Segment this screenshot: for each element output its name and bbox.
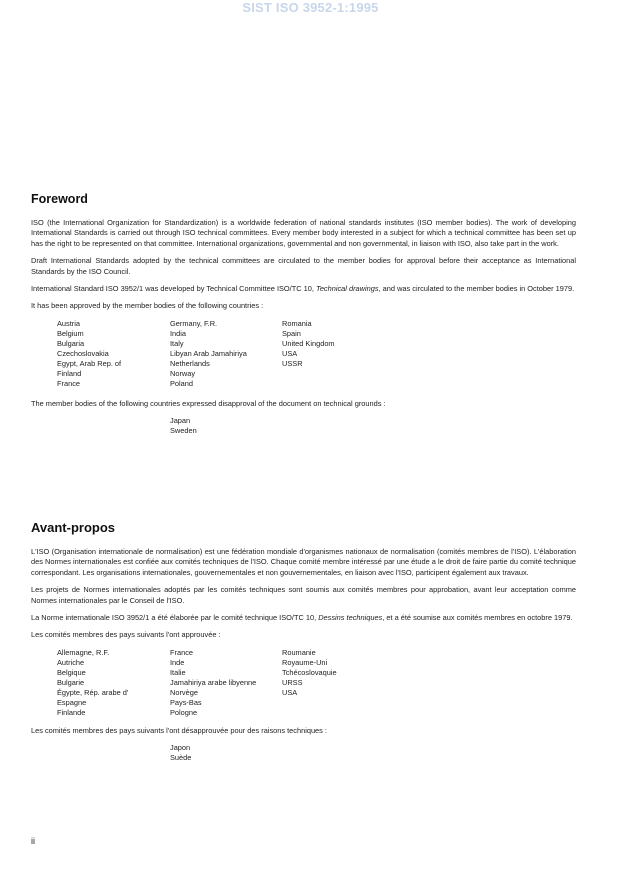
country-name: Japan (170, 416, 191, 426)
avant-propos-section (31, 520, 576, 763)
country-name: Finland (57, 369, 82, 379)
countries-column-3 (282, 319, 335, 369)
country-name: Royaume-Uni (282, 657, 328, 667)
country-name: USA (282, 349, 298, 359)
country-name: Bulgarie (57, 678, 85, 688)
country-name: Allemagne, R.F. (57, 647, 110, 657)
countries-column-3-fr (282, 648, 337, 698)
country-name: Égypte, Rép. arabe d' (57, 688, 129, 698)
avant-propos-paragraph-2: Les projets de Normes internationales adoptés par les comités techniques sont soumis aux comités membres pour approbation, avant leur acceptation comme Normes internationales par le Conseil de l'ISO. (31, 585, 576, 605)
country-name: Austria (57, 318, 81, 328)
approving-countries-list-fr (31, 648, 576, 718)
country-name: Libyan Arab Jamahiriya (170, 349, 247, 359)
avant-propos-paragraph-1: L'ISO (Organisation internationale de normalisation) est une fédération mondiale d'organismes nationaux de normalisation (comités membres de l'ISO). L'élaboration des Normes internationales est confiée aux comités techniques de l'ISO. Chaque comité membre intéressé par une étude a le droit de faire partie du comité technique correspondant. Les organisations internationales, gouvernementales et non gouvernementales, en liaison avec l'ISO, participent également aux travaux. (31, 547, 576, 577)
country-name: Bulgaria (57, 339, 85, 349)
foreword-paragraph-4: It has been approved by the member bodies of the following countries : (31, 301, 264, 311)
foreword-paragraph-5: The member bodies of the following countries expressed disapproval of the document on technical grounds : (31, 398, 386, 408)
avant-propos-paragraph-3: La Norme internationale ISO 3952/1 a été élaborée par le comité technique ISO/TC 10, Dessins techniques, et a été soumise aux comités membres en octobre 1979. (31, 613, 573, 623)
country-name: Inde (170, 657, 185, 667)
country-name: Czechoslovakia (57, 349, 109, 359)
country-name: Pologne (170, 708, 198, 718)
country-name: Norvège (170, 688, 198, 698)
country-name: United Kingdom (282, 339, 335, 349)
country-name: Germany, F.R. (170, 318, 218, 328)
country-name: Finlande (57, 708, 86, 718)
document-watermark: SIST ISO 3952-1:1995 (242, 0, 379, 15)
country-name: India (170, 328, 187, 338)
foreword-paragraph-1: ISO (the International Organization for Standardization) is a worldwide federation of national standards institutes (ISO member bodies). The work of developing International Standards is carried out through ISO technical committees. Every member body interested in a subject for which a technical committee has been set up has the right to be represented on that committee. International organizations, governmental and non governmental, in liaison with ISO, also take part in the work. (31, 218, 576, 248)
country-name: Poland (170, 379, 194, 389)
disapproving-countries-list (170, 416, 576, 436)
country-name: USSR (282, 359, 303, 369)
disapproving-countries-list-fr (170, 743, 576, 763)
avant-propos-title: Avant-propos (31, 520, 116, 535)
country-name: Romania (282, 318, 312, 328)
country-name: Norway (170, 369, 196, 379)
country-name: Roumanie (282, 647, 316, 657)
country-name: Japon (170, 743, 191, 753)
foreword-section (31, 192, 576, 436)
country-name: USA (282, 688, 298, 698)
countries-column-2 (170, 319, 247, 390)
country-name: Netherlands (170, 359, 210, 369)
country-name: Italie (170, 668, 186, 678)
page-number: ii (31, 836, 35, 846)
avant-propos-paragraph-4: Les comités membres des pays suivants l'ont approuvée : (31, 630, 221, 640)
country-name: Tchécoslovaquie (282, 668, 337, 678)
approving-countries-list (31, 319, 576, 391)
country-name: Spain (282, 328, 301, 338)
foreword-paragraph-3: International Standard ISO 3952/1 was developed by Technical Committee ISO/TC 10, Technical drawings, and was circulated to the member bodies in October 1979. (31, 284, 575, 294)
countries-column-2-fr (170, 648, 256, 719)
country-name: Suède (170, 753, 192, 763)
country-name: Egypt, Arab Rep. of (57, 359, 122, 369)
country-name: France (170, 647, 194, 657)
countries-column-1 (57, 319, 121, 390)
country-name: Belgique (57, 668, 86, 678)
country-name: Italy (170, 339, 184, 349)
country-name: Sweden (170, 426, 197, 436)
foreword-title: Foreword (31, 192, 88, 206)
country-name: Espagne (57, 698, 87, 708)
country-name: Autriche (57, 657, 85, 667)
avant-propos-paragraph-5: Les comités membres des pays suivants l'ont désapprouvée pour des raisons techniques : (31, 725, 327, 735)
foreword-paragraph-2: Draft International Standards adopted by the technical committees are circulated to the member bodies for approval before their acceptance as International Standards by the ISO Council. (31, 256, 576, 276)
country-name: France (57, 379, 81, 389)
country-name: Belgium (57, 328, 84, 338)
countries-column-1-fr (57, 648, 128, 719)
country-name: Pays-Bas (170, 698, 202, 708)
country-name: URSS (282, 678, 303, 688)
country-name: Jamahiriya arabe libyenne (170, 678, 257, 688)
